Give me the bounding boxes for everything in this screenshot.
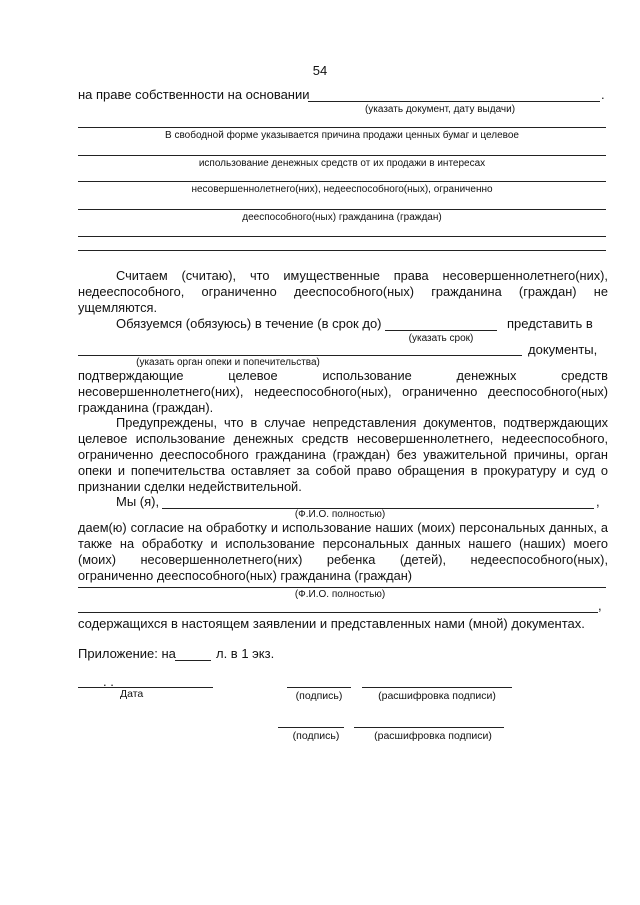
consent-contained: содержащихся в настоящем заявлении и представленных нами (мной) документах.: [78, 616, 585, 631]
ownership-document-field[interactable]: [308, 101, 600, 102]
fio-field-3[interactable]: [78, 612, 598, 613]
consider-line-3: ущемляются.: [78, 300, 158, 315]
consent-comma-2: ,: [598, 598, 602, 613]
appendix-prefix: Приложение: на: [78, 646, 176, 661]
oblige-start: Обязуемся (обязуюсь) в течение (в срок до): [116, 316, 382, 331]
oblige-line-5: гражданина (граждан).: [78, 400, 214, 415]
fio-hint-2: (Ф.И.О. полностью): [294, 589, 386, 600]
oblige-present: представить в: [507, 316, 593, 331]
consent-comma: ,: [596, 494, 600, 509]
free-form-line[interactable]: [78, 155, 606, 156]
page-number: 54: [312, 63, 328, 78]
warned-line-4: опеки и попечительства оставляет за собой право обращения в прокуратуру и суд о: [78, 463, 608, 478]
free-form-text-1: В свободной форме указывается причина продажи ценных бумаг и целевое: [165, 130, 519, 141]
appendix-suffix: л. в 1 экз.: [216, 646, 275, 661]
consent-line-4: ограниченно дееспособного(ных) гражданина (граждан): [78, 568, 413, 583]
decode-label-1: (расшифровка подписи): [378, 690, 496, 702]
oblige-line-4: несовершеннолетнего(них), недееспособного(ных), ограниченно дееспособного(ных): [78, 384, 608, 399]
decode-label-2: (расшифровка подписи): [374, 730, 492, 742]
free-form-line[interactable]: [78, 127, 606, 128]
free-form-line[interactable]: [78, 209, 606, 210]
consent-we: Мы (я),: [116, 494, 160, 509]
signature-field-2[interactable]: [278, 727, 344, 728]
oblige-line-3: подтверждающие целевое использование денежных средств: [78, 368, 608, 383]
decode-field-1[interactable]: [362, 687, 512, 688]
free-form-line[interactable]: [78, 236, 606, 237]
free-form-text-4: дееспособного(ных) гражданина (граждан): [242, 212, 442, 223]
warned-line-3: ограниченно дееспособного гражданина (граждан) без уважительной причины, орган: [78, 447, 608, 462]
warned-line-2: целевое использование денежных средств несовершеннолетнего, недееспособного,: [78, 431, 608, 446]
consider-line-1: Считаем (считаю), что имущественные права несовершеннолетнего(них),: [116, 268, 608, 283]
ownership-hint: (указать документ, дату выдачи): [364, 104, 516, 115]
consent-line-3: (моих) несовершеннолетнего(них) ребенка (детей), недееспособного(ных),: [78, 552, 608, 567]
fio-hint: (Ф.И.О. полностью): [294, 509, 386, 520]
documents-label: документы,: [528, 342, 598, 357]
free-form-line[interactable]: [78, 250, 606, 251]
signature-label-2: (подпись): [292, 730, 340, 742]
ownership-label: на праве собственности на основании: [78, 87, 310, 102]
fio-field-2[interactable]: [78, 587, 606, 588]
term-hint: (указать срок): [408, 333, 474, 344]
term-field[interactable]: [385, 330, 497, 331]
free-form-text-3: несовершеннолетнего(них), недееспособного(ных), ограниченно: [191, 184, 493, 195]
signature-field-1[interactable]: [287, 687, 351, 688]
appendix-pages-field[interactable]: [175, 660, 211, 661]
warned-line-1: Предупреждены, что в случае непредставления документов, подтверждающих: [116, 415, 608, 430]
consent-line-2: также на обработку и использование персональных данных нашего (наших) моего: [78, 536, 608, 551]
signature-label-1: (подпись): [295, 690, 343, 702]
date-dots: . .: [103, 674, 114, 689]
free-form-text-2: использование денежных средств от их продажи в интересах: [198, 158, 486, 169]
consider-line-2: недееспособного, ограниченно дееспособного(ных) гражданина (граждан) не: [78, 284, 608, 299]
decode-field-2[interactable]: [354, 727, 504, 728]
consent-line-1: даем(ю) согласие на обработку и использование наших (моих) персональных данных, а: [78, 520, 608, 535]
free-form-line[interactable]: [78, 181, 606, 182]
organ-hint: (указать орган опеки и попечительства): [136, 357, 320, 368]
ownership-trailing-dot: .: [601, 87, 605, 102]
warned-line-5: признании сделки недействительной.: [78, 479, 302, 494]
organ-field[interactable]: [78, 355, 522, 356]
date-label: Дата: [120, 688, 144, 700]
date-field[interactable]: [78, 687, 213, 688]
